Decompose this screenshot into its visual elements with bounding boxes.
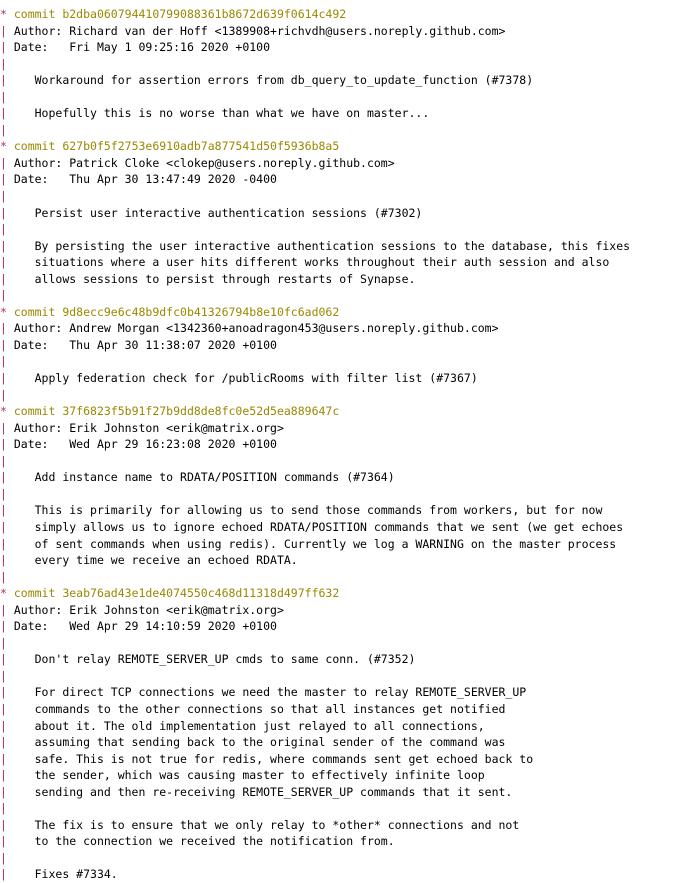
commit-message-line [0, 718, 692, 735]
graph-pipe: | [0, 553, 14, 568]
commit-message-line [0, 221, 692, 238]
commit-message-line [0, 701, 692, 718]
commit-author-line [0, 320, 692, 337]
graph-pipe: | [0, 288, 7, 303]
commit-author: Author: Patrick Cloke <clokep@users.noreply.github.com> [13, 155, 395, 170]
commit-message-line [0, 734, 692, 751]
graph-pipe: | [0, 205, 14, 220]
commit-message-text: safe. This is not true for redis, where commands sent get echoed back to [13, 751, 534, 766]
graph-pipe: | [0, 503, 14, 518]
commit-hash: b2dba060794410799088361b8672d639f0614c492 [62, 7, 347, 21]
graph-pipe: | [0, 652, 14, 667]
commit-message-line [0, 469, 692, 486]
graph-pipe: | [0, 784, 14, 799]
commit-message-line [0, 89, 692, 106]
commit-author: Author: Erik Johnston <erik@matrix.org> [13, 420, 284, 435]
graph-pipe: | [0, 536, 14, 551]
commit-hash: 627b0f5f2753e6910adb7a877541d50f5936b8a5 [62, 139, 340, 154]
commit-message-text: The fix is to ensure that we only relay to *other* connections and not [13, 817, 520, 832]
commit-date-line [0, 436, 692, 453]
graph-pipe: | [0, 387, 7, 402]
commit-author: Author: Erik Johnston <erik@matrix.org> [13, 602, 284, 617]
graph-pipe: | [0, 89, 14, 104]
commit-message-text: For direct TCP connections we need the master to relay REMOTE_SERVER_UP [13, 685, 527, 700]
graph-pipe: | [0, 337, 14, 352]
commit-message-line [0, 105, 692, 122]
graph-pipe: | [0, 486, 14, 501]
commit-message-line [0, 684, 692, 701]
commit-date: Date: Thu Apr 30 13:47:49 2020 -0400 [13, 172, 277, 187]
graph-pipe: | [0, 453, 7, 468]
commit-message-text: Add instance name to RDATA/POSITION commands (#7364) [13, 470, 395, 485]
commit-message-text: commands to the other connections so that all instances get notified [13, 701, 506, 716]
commit-message-line [0, 254, 692, 271]
commit-message-text: Workaround for assertion errors from db_query_to_update_function (#7378) [13, 73, 534, 88]
commit-keyword: commit [13, 586, 63, 601]
graph-star-marker: * [0, 7, 14, 21]
commit-blank-line [0, 569, 692, 586]
commit-author-line [0, 155, 692, 172]
commit-keyword: commit [13, 304, 63, 319]
commit-blank-line [0, 188, 692, 205]
commit-blank-line [0, 453, 692, 470]
graph-pipe: | [0, 850, 14, 865]
graph-pipe: | [0, 470, 14, 485]
commit-date-line [0, 171, 692, 188]
commit-message-text: assuming that sending back to the original sender of the command was [13, 735, 506, 750]
graph-pipe: | [0, 40, 14, 55]
graph-pipe: | [0, 420, 14, 435]
commit-blank-line [0, 387, 692, 404]
commit-message-text: simply allows us to ignore echoed RDATA/POSITION commands that we sent (we get echoes [13, 519, 624, 534]
graph-pipe: | [0, 172, 14, 187]
commit-message-text: every time we receive an echoed RDATA. [13, 553, 298, 568]
graph-pipe: | [0, 238, 14, 253]
graph-star-marker: * [0, 404, 14, 419]
graph-pipe: | [0, 222, 14, 237]
commit-message-line [0, 502, 692, 519]
commit-hash: 37f6823f5b91f27b9dd8de8fc0e52d5ea889647c [62, 404, 340, 419]
graph-pipe: | [0, 602, 14, 617]
graph-pipe: | [0, 619, 14, 634]
commit-message-line [0, 486, 692, 503]
commit-hash: 9d8ecc9e6c48b9dfc0b41326794b8e10fc6ad062 [62, 304, 340, 319]
commit-author-line [0, 420, 692, 437]
commit-message-text: the sender, which was causing master to effectively infinite loop [13, 768, 485, 783]
commit-message-text: situations where a user hits different works throughout their auth session and also [13, 255, 610, 270]
commit-message-line [0, 552, 692, 569]
commit-keyword: commit [13, 404, 63, 419]
graph-pipe: | [0, 801, 14, 816]
commit-header-line [0, 585, 692, 602]
commit-author-line [0, 602, 692, 619]
commit-message-text: Hopefully this is no worse than what we have on master... [13, 106, 430, 121]
graph-pipe: | [0, 718, 14, 733]
commit-message-text: of sent commands when using redis). Currently we log a WARNING on the master process [13, 536, 617, 551]
commit-message-line [0, 668, 692, 685]
graph-pipe: | [0, 56, 7, 71]
commit-message-line [0, 72, 692, 89]
graph-pipe: | [0, 189, 7, 204]
commit-message-text: Don't relay REMOTE_SERVER_UP cmds to same conn. (#7352) [13, 652, 416, 667]
commit-message-text: Apply federation check for /publicRooms with filter list (#7367) [13, 371, 478, 386]
commit-blank-line [0, 287, 692, 304]
commit-message-text: about it. The old implementation just relayed to all connections, [13, 718, 485, 733]
commit-date-line [0, 618, 692, 635]
commit-author: Author: Andrew Morgan <1342360+anoadragon453@users.noreply.github.com> [13, 321, 499, 336]
commit-blank-line [0, 635, 692, 652]
commit-message-line [0, 205, 692, 222]
graph-star-marker: * [0, 139, 14, 154]
commit-date: Date: Wed Apr 29 16:23:08 2020 +0100 [13, 437, 277, 452]
graph-pipe: | [0, 73, 14, 88]
commit-hash: 3eab76ad43e1de4074550c468d11318d497ff632 [62, 586, 340, 601]
graph-star-marker: * [0, 586, 14, 601]
commit-date: Date: Wed Apr 29 14:10:59 2020 +0100 [13, 619, 277, 634]
graph-pipe: | [0, 867, 14, 882]
commit-date-line [0, 39, 692, 56]
commit-message-line [0, 751, 692, 768]
graph-pipe: | [0, 751, 14, 766]
graph-pipe: | [0, 106, 14, 121]
commit-blank-line [0, 56, 692, 73]
commit-header-line [0, 6, 692, 23]
graph-pipe: | [0, 155, 14, 170]
commit-message-line [0, 651, 692, 668]
graph-pipe: | [0, 354, 7, 369]
graph-pipe: | [0, 122, 7, 137]
commit-header-line [0, 403, 692, 420]
commit-author: Author: Richard van der Hoff <1389908+richvdh@users.noreply.github.com> [13, 23, 506, 38]
commit-message-line [0, 784, 692, 801]
commit-blank-line [0, 122, 692, 139]
graph-pipe: | [0, 321, 14, 336]
commit-message-text: sending and then re-receiving REMOTE_SERVER_UP commands that it sent. [13, 784, 513, 799]
commit-message-line [0, 866, 692, 883]
commit-message-line [0, 238, 692, 255]
commit-keyword: commit [13, 7, 63, 21]
commit-header-line [0, 138, 692, 155]
graph-pipe: | [0, 701, 14, 716]
graph-pipe: | [0, 668, 14, 683]
commit-author-line [0, 23, 692, 40]
graph-pipe: | [0, 519, 14, 534]
commit-message-line [0, 833, 692, 850]
commit-message-line [0, 817, 692, 834]
commit-message-text: By persisting the user interactive authentication sessions to the database, this fixes [13, 238, 631, 253]
graph-star-marker: * [0, 304, 14, 319]
commit-message-text: This is primarily for allowing us to send those commands from workers, but for now [13, 503, 603, 518]
commit-message-line [0, 271, 692, 288]
graph-pipe: | [0, 371, 14, 386]
commit-date-line [0, 337, 692, 354]
graph-pipe: | [0, 437, 14, 452]
commit-message-line [0, 370, 692, 387]
graph-pipe: | [0, 735, 14, 750]
commit-date: Date: Thu Apr 30 11:38:07 2020 +0100 [13, 337, 277, 352]
commit-message-text: allows sessions to persist through restarts of Synapse. [13, 271, 416, 286]
commit-message-line [0, 767, 692, 784]
graph-pipe: | [0, 817, 14, 832]
commit-header-line [0, 304, 692, 321]
graph-pipe: | [0, 23, 14, 38]
graph-pipe: | [0, 255, 14, 270]
graph-pipe: | [0, 271, 14, 286]
commit-message-text: to the connection we received the notification from. [13, 834, 395, 849]
commit-message-line [0, 800, 692, 817]
commit-message-line [0, 519, 692, 536]
commit-message-text: Fixes #7334. [13, 867, 118, 882]
commit-date: Date: Fri May 1 09:25:16 2020 +0100 [13, 40, 271, 55]
commit-message-text: Persist user interactive authentication sessions (#7302) [13, 205, 423, 220]
commit-message-line [0, 850, 692, 867]
graph-pipe: | [0, 569, 7, 584]
commit-blank-line [0, 353, 692, 370]
commit-message-line [0, 536, 692, 553]
commit-keyword: commit [13, 139, 63, 154]
graph-pipe: | [0, 768, 14, 783]
graph-pipe: | [0, 834, 14, 849]
graph-pipe: | [0, 635, 7, 650]
graph-pipe: | [0, 685, 14, 700]
